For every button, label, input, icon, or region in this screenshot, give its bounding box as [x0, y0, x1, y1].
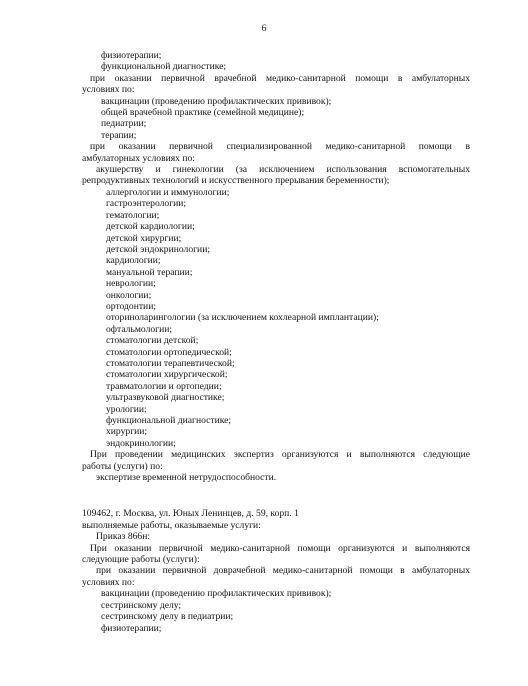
text-line: гематологии;	[106, 209, 160, 221]
text-line: оториноларингологии (за исключением кохлеарной имплантации);	[106, 312, 379, 324]
section-gap	[82, 483, 470, 508]
text-line: сестринскому делу в педиатрии;	[101, 611, 234, 623]
text-line: при оказании первичной специализированной медико-санитарной помощи в	[90, 141, 470, 153]
text-line: при оказании первичной врачебной медико-санитарной помощи в амбулаторных	[90, 72, 470, 84]
text-line: онкологии;	[106, 289, 152, 301]
text-line: детской хирургии;	[106, 232, 182, 244]
text-line: функциональной диагностике;	[101, 61, 227, 73]
text-line: При проведении медицинских экспертиз организуются и выполняются следующие	[90, 449, 470, 461]
text-line: физиотерапии;	[101, 622, 162, 634]
text-line: детской кардиологии;	[106, 221, 195, 233]
text-line: работы (услуги) по:	[82, 460, 163, 472]
text-line: хирургии;	[106, 426, 148, 438]
text-line: выполняемые работы, оказываемые услуги:	[82, 519, 261, 531]
text-line: Приказ 866н:	[96, 531, 151, 543]
text-line: 109462, г. Москва, ул. Юных Ленинцев, д. 59, корп. 1	[82, 508, 299, 520]
text-line: вакцинации (проведению профилактических прививок);	[101, 95, 332, 107]
text-line: ультразвуковой диагностике;	[106, 392, 225, 404]
text-line: репродуктивных технологий и искусственного прерывания беременности);	[82, 175, 390, 187]
text-line: аллергологии и иммунологии;	[106, 186, 230, 198]
text-line: следующие работы (услуги):	[82, 554, 200, 566]
page-number: 6	[261, 23, 267, 34]
text-line: мануальной терапии;	[106, 266, 193, 278]
text-line: стоматологии ортопедической;	[106, 346, 232, 358]
text-line: стоматологии терапевтической;	[106, 357, 235, 369]
text-line: условиях по:	[82, 84, 135, 96]
text-line: кардиологии;	[106, 255, 161, 267]
text-line: гастроэнтерологии;	[106, 198, 187, 210]
text-line: неврологии;	[106, 278, 156, 290]
text-line: офтальмологии;	[106, 323, 173, 335]
text-line: экспертизе временной нетрудоспособности.	[96, 472, 277, 484]
text-line: условиях по:	[82, 576, 135, 588]
text-line: травматологии и ортопедии;	[106, 380, 222, 392]
text-line: при оказании первичной доврачебной медико-санитарной помощи в амбулаторных	[96, 565, 470, 577]
text-line: вакцинации (проведению профилактических прививок);	[101, 588, 332, 600]
text-line: детской эндокринологии;	[106, 243, 210, 255]
text-line: При оказании первичной медико-санитарной помощи организуются и выполняются	[90, 542, 470, 554]
text-line: амбулаторных условиях по:	[82, 152, 195, 164]
text-line: стоматологии хирургической;	[106, 369, 228, 381]
text-line: общей врачебной практике (семейной медицине);	[101, 107, 305, 119]
text-line: функциональной диагностике;	[106, 415, 232, 426]
text-line: терапии;	[101, 129, 137, 141]
text-line: сестринскому делу;	[101, 599, 182, 611]
text-line: стоматологии детской;	[106, 335, 199, 347]
text-line: акушерству и гинекологии (за исключением использования вспомогательных	[96, 164, 470, 176]
text-line: ортодонтии;	[106, 300, 156, 312]
document-body	[82, 50, 470, 634]
text-line: эндокринологии;	[106, 437, 176, 449]
text-line: урологии;	[106, 403, 147, 415]
text-line: педиатрии;	[101, 118, 147, 130]
text-line: физиотерапии;	[101, 50, 162, 61]
